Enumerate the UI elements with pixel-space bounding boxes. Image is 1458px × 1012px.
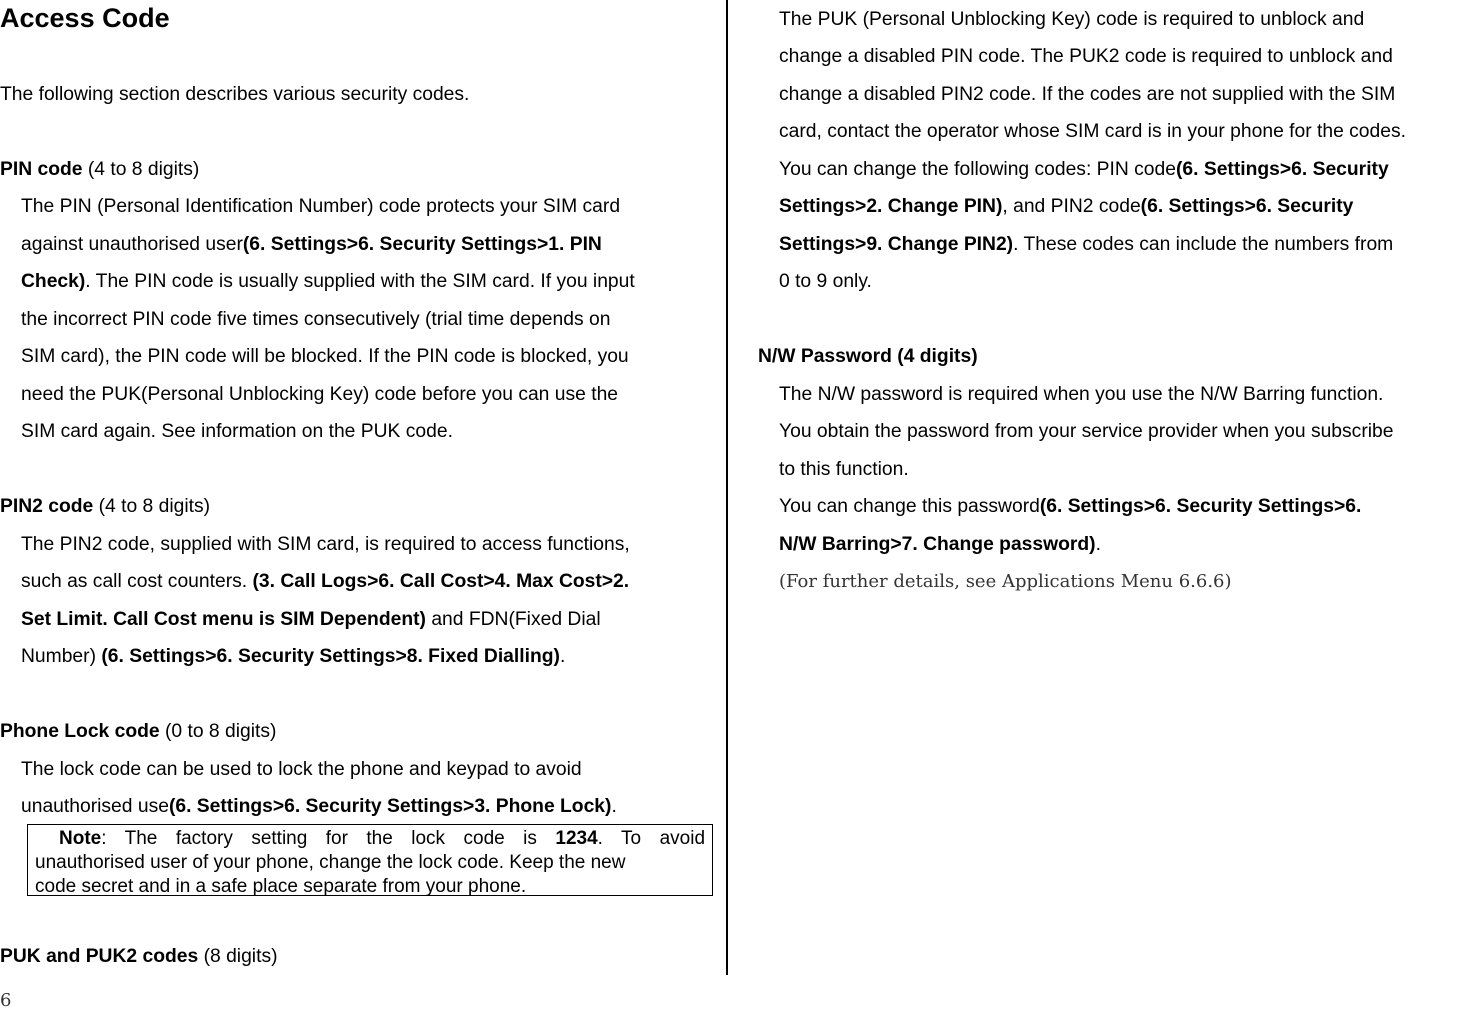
intro-text: The following section describes various security codes. bbox=[0, 84, 470, 105]
pin-line-4: the incorrect PIN code five times consecutively (trial time depends on bbox=[21, 309, 611, 330]
puk-line-5: You can change the following codes: PIN code(6. Settings>6. Security bbox=[779, 159, 1389, 180]
puk-heading-line bbox=[0, 944, 278, 970]
further-details-note: (For further details, see Applications Menu 6.6.6) bbox=[779, 571, 1232, 592]
pin2-line-4: Number) (6. Settings>6. Security Settings>8. Fixed Dialling). bbox=[21, 646, 566, 667]
note-line-3: code secret and in a safe place separate from your phone. bbox=[35, 876, 527, 897]
note-line-2: unauthorised user of your phone, change the lock code. Keep the new bbox=[35, 852, 626, 873]
page-title: Access Code bbox=[0, 3, 170, 33]
puk-line-7: Settings>9. Change PIN2). These codes can include the numbers from bbox=[779, 234, 1394, 255]
column-divider bbox=[726, 0, 728, 975]
lock-heading: Phone Lock code bbox=[0, 721, 160, 742]
pin-line-7: SIM card again. See information on the PUK code. bbox=[21, 421, 453, 442]
pin2-line-1: The PIN2 code, supplied with SIM card, is required to access functions, bbox=[21, 534, 630, 555]
note-label: Note bbox=[59, 828, 102, 849]
pin-line-5: SIM card), the PIN code will be blocked. If the PIN code is blocked, you bbox=[21, 346, 629, 367]
pin2-line-3: Set Limit. Call Cost menu is SIM Dependent) and FDN(Fixed Dial bbox=[21, 609, 601, 630]
puk-line-1: The PUK (Personal Unblocking Key) code is required to unblock and bbox=[779, 9, 1365, 30]
pin-digits: (4 to 8 digits) bbox=[82, 159, 200, 180]
nw-line-1: The N/W password is required when you use the N/W Barring function. bbox=[779, 384, 1384, 405]
pin2-heading-line bbox=[0, 494, 210, 520]
pin-line-2: against unauthorised user(6. Settings>6. Security Settings>1. PIN bbox=[21, 234, 602, 255]
lock-menu-path: (6. Settings>6. Security Settings>3. Phone Lock) bbox=[168, 796, 612, 817]
nw-line-5: N/W Barring>7. Change password). bbox=[779, 534, 1101, 555]
puk-digits: (8 digits) bbox=[198, 946, 278, 967]
puk-line-3: change a disabled PIN2 code. If the codes are not supplied with the SIM bbox=[779, 84, 1396, 105]
note-default-code: 1234 bbox=[555, 828, 598, 849]
note-line-1: Note: The factory setting for the lock code is 1234. To avoid bbox=[59, 828, 706, 849]
lock-heading-line bbox=[0, 719, 276, 745]
puk-line-4: card, contact the operator whose SIM card is in your phone for the codes. bbox=[779, 121, 1406, 142]
lock-line-1: The lock code can be used to lock the phone and keypad to avoid bbox=[21, 759, 582, 780]
pin2-line-2: such as call cost counters. (3. Call Logs>6. Call Cost>4. Max Cost>2. bbox=[21, 571, 630, 592]
note-box bbox=[27, 824, 713, 896]
pin2-digits: (4 to 8 digits) bbox=[93, 496, 211, 517]
pin-heading: PIN code bbox=[0, 159, 83, 180]
pin-line-6: need the PUK(Personal Unblocking Key) code before you can use the bbox=[21, 384, 619, 405]
puk-heading: PUK and PUK2 codes bbox=[0, 946, 199, 967]
lock-digits: (0 to 8 digits) bbox=[159, 721, 277, 742]
nw-heading: N/W Password (4 digits) bbox=[758, 346, 978, 367]
pin-menu-path: (6. Settings>6. Security Settings>1. PIN bbox=[242, 234, 602, 255]
page-number: 6 bbox=[0, 990, 12, 1011]
puk-line-8: 0 to 9 only. bbox=[779, 271, 872, 292]
fdn-menu-path: (6. Settings>6. Security Settings>8. Fixed Dialling) bbox=[101, 646, 560, 667]
lock-line-2: unauthorised use(6. Settings>6. Security Settings>3. Phone Lock). bbox=[21, 796, 617, 817]
puk-line-6: Settings>2. Change PIN), and PIN2 code(6. Settings>6. Security bbox=[779, 196, 1354, 217]
pin-heading-line bbox=[0, 157, 199, 183]
pin2-heading: PIN2 code bbox=[0, 496, 94, 517]
puk-line-2: change a disabled PIN code. The PUK2 code is required to unblock and bbox=[779, 46, 1393, 67]
pin2-menu-path: (3. Call Logs>6. Call Cost>4. Max Cost>2. bbox=[252, 571, 630, 592]
pin-line-3: Check). The PIN code is usually supplied with the SIM card. If you input bbox=[21, 271, 635, 292]
nw-line-4: You can change this password(6. Settings>6. Security Settings>6. bbox=[779, 496, 1362, 517]
nw-line-2: You obtain the password from your service provider when you subscribe bbox=[779, 421, 1394, 442]
pin-line-1: The PIN (Personal Identification Number) code protects your SIM card bbox=[21, 196, 621, 217]
nw-line-3: to this function. bbox=[779, 459, 909, 480]
